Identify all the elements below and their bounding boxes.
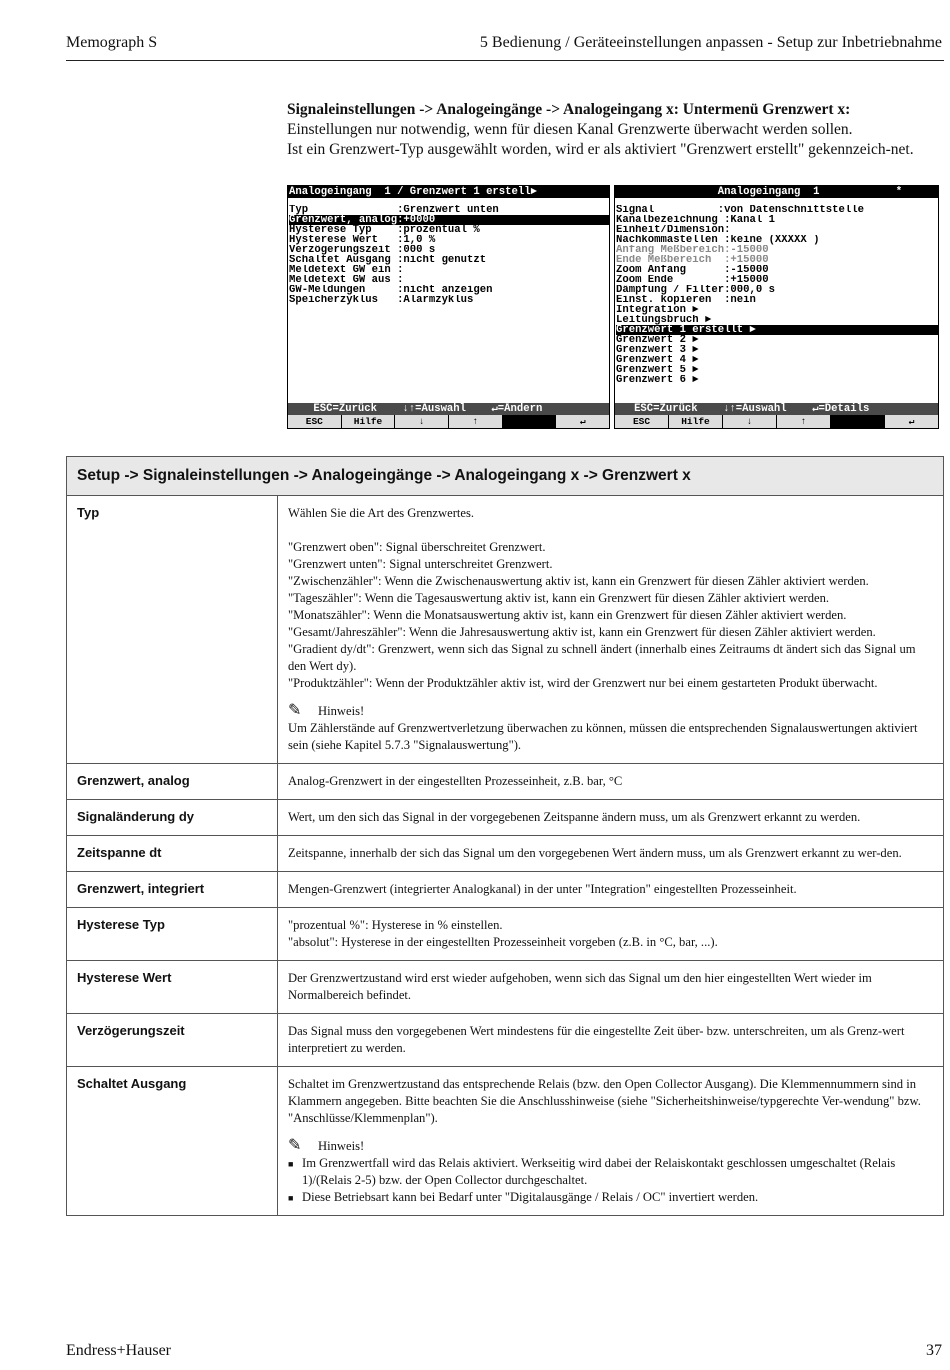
- param-description: Wert, um den sich das Signal in der vorgegebenen Zeitspanne ändern muss, um als Grenzwert erkannt zu werden.: [278, 800, 944, 836]
- screen-row: Verzögerungszeit :000 s: [289, 245, 436, 255]
- screen-row: Speicherzyklus :Alarmzyklus: [289, 295, 474, 305]
- header-product: Memograph S: [66, 34, 158, 51]
- device-screen-limit: [287, 185, 610, 429]
- softkey-up: ↑: [449, 415, 502, 428]
- softkey-down: ↓: [395, 415, 448, 428]
- screen-footer-hint: ESC=Zurück ↓↑=Auswahl ↵=Ändern: [288, 403, 609, 415]
- table-heading: Setup -> Signaleinstellungen -> Analogeingänge -> Analogeingang x -> Grenzwert x: [67, 457, 944, 496]
- screen-row: Meldetext GW aus :: [289, 275, 404, 285]
- screen-row-disabled: Ende Meßbereich :+15000: [616, 255, 769, 265]
- table-row: [67, 800, 944, 836]
- screen-row: Grenzwert 6 ►: [616, 375, 699, 385]
- typ-line: "Grenzwert oben": Signal überschreitet Grenzwert.: [288, 540, 546, 554]
- screen-title: Analogeingang 1 / Grenzwert 1 erstell►: [288, 186, 609, 198]
- table-row: [67, 1014, 944, 1067]
- screen-row: Integration ►: [616, 305, 699, 315]
- softkey-down: ↓: [723, 415, 776, 428]
- screen-row: Dämpfung / Filter:000,0 s: [616, 285, 775, 295]
- note-text: Um Zählerstände auf Grenzwertverletzung überwachen zu können, müssen die entsprechenden Signalauswertungen aktiviert sein (siehe Kapitel 5.7.3 "Signalauswertung").: [288, 721, 918, 752]
- note: [288, 1137, 933, 1206]
- softkey-help: Hilfe: [669, 415, 722, 428]
- intro-heading: Signaleinstellungen -> Analogeingänge -> Analogeingang x: Untermenü Grenzwert x:: [287, 101, 851, 118]
- typ-line: "Zwischenzähler": Wenn die Zwischenauswertung aktiv ist, kann ein Grenzwert für diesen Zähler aktiviert werden.: [288, 574, 869, 588]
- intro-line-2: Ist ein Grenzwert-Typ ausgewählt worden, wird er als aktiviert "Grenzwert erstellt" gekennzeich-net.: [287, 141, 914, 158]
- param-description: [278, 908, 944, 961]
- screen-row: Hysterese Typ :prozentual %: [289, 225, 480, 235]
- pencil-icon: ✎: [288, 1137, 302, 1154]
- typ-line: "Gesamt/Jahreszähler": Wenn die Jahresauswertung aktiv ist, kann ein Grenzwert für diesen Zähler aktiviert werden.: [288, 625, 876, 639]
- hyst-line: "absolut": Hysterese in der eingestellten Prozesseinheit vorgeben (z.B. in °C, bar, ...).: [288, 935, 718, 949]
- param-description: Analog-Grenzwert in der eingestellten Prozesseinheit, z.B. bar, °C: [278, 764, 944, 800]
- softkey-enter: ↵: [556, 415, 609, 428]
- table-row: [67, 872, 944, 908]
- screen-row: Schaltet Ausgang :nicht genutzt: [289, 255, 487, 265]
- note-label: Hinweis!: [318, 704, 365, 718]
- table-row: [67, 836, 944, 872]
- screen-row: Grenzwert 5 ►: [616, 365, 699, 375]
- param-name: Zeitspanne dt: [67, 836, 278, 872]
- screen-row: Grenzwert 3 ►: [616, 345, 699, 355]
- param-description: Zeitspanne, innerhalb der sich das Signal um den vorgegebenen Wert ändern muss, um als Grenzwert erkannt zu wer-den.: [278, 836, 944, 872]
- param-description: Der Grenzwertzustand wird erst wieder aufgehoben, wenn sich das Signal um den hier eingestellten Wert wieder im Normalbereich befindet.: [278, 961, 944, 1014]
- param-name: Signaländerung dy: [67, 800, 278, 836]
- footer-brand: Endress+Hauser: [66, 1342, 171, 1359]
- header-rule: [66, 60, 944, 61]
- param-name: Typ: [67, 496, 278, 764]
- table-row: [67, 1067, 944, 1216]
- param-name: Schaltet Ausgang: [67, 1067, 278, 1216]
- screen-title: Analogeingang 1 *: [615, 186, 938, 198]
- table-row: [67, 961, 944, 1014]
- device-screen-analog-input: [614, 185, 939, 429]
- screen-row: Signal :von Datenschnittstelle: [616, 205, 864, 215]
- note-label: Hinweis!: [318, 1139, 365, 1153]
- typ-line: "Tageszähler": Wenn die Tagesauswertung aktiv ist, kann ein Grenzwert für diesen Zähler aktiviert werden.: [288, 591, 830, 605]
- note-bullets: [288, 1155, 933, 1206]
- param-name: Hysterese Typ: [67, 908, 278, 961]
- screen-row: Einheit/Dimension:: [616, 225, 731, 235]
- param-description: [278, 1067, 944, 1216]
- screen-row: Zoom Anfang :-15000: [616, 265, 769, 275]
- softkey-up: ↑: [777, 415, 830, 428]
- screen-row-selected: Grenzwert 1 erstellt ►: [616, 325, 938, 335]
- header-chapter: 5 Bedienung / Geräteeinstellungen anpassen - Setup zur Inbetriebnahme: [479, 34, 942, 51]
- param-description: Mengen-Grenzwert (integrierter Analogkanal) in der unter "Integration" eingestellten Prozesseinheit.: [278, 872, 944, 908]
- page-number: 37: [926, 1342, 942, 1359]
- intro-line-1: Einstellungen nur notwendig, wenn für diesen Kanal Grenzwerte überwacht werden sollen.: [287, 121, 853, 138]
- softkey-esc: ESC: [615, 415, 668, 428]
- typ-line: "Produktzähler": Wenn der Produktzähler aktiv ist, wird der Grenzwert nur bei einem gestarteten Produkt überwacht.: [288, 676, 878, 690]
- screen-softkeys: [615, 415, 938, 428]
- typ-intro: Wählen Sie die Art des Grenzwertes.: [288, 506, 475, 520]
- hyst-line: "prozentual %": Hysterese in % einstellen.: [288, 918, 503, 932]
- screen-row: Hysterese Wert :1,0 %: [289, 235, 436, 245]
- param-description: Das Signal muss den vorgegebenen Wert mindestens für die eingestellte Zeit über- bzw. unterschreiten, um als Grenz-wert interpretiert zu werden.: [278, 1014, 944, 1067]
- softkey-enter: ↵: [885, 415, 938, 428]
- list-item: ■ Im Grenzwertfall wird das Relais aktiviert. Werkseitig wird dabei der Relaiskontakt geschlossen umgeschaltet (Relais 1)/(Relais 2-5) bzw. der Open Collector durchgeschaltet.: [302, 1155, 933, 1189]
- screen-row: Typ :Grenzwert unten: [289, 205, 499, 215]
- note: [288, 702, 933, 754]
- param-name: Grenzwert, analog: [67, 764, 278, 800]
- screen-footer-hint: ESC=Zurück ↓↑=Auswahl ↵=Details: [615, 403, 938, 415]
- table-row: [67, 908, 944, 961]
- screen-row: Grenzwert 2 ►: [616, 335, 699, 345]
- screen-row-selected: Grenzwert, analog:+0000: [289, 215, 609, 225]
- softkey-esc: ESC: [288, 415, 341, 428]
- screen-row: Meldetext GW ein :: [289, 265, 404, 275]
- screen-softkeys: [288, 415, 609, 428]
- pencil-icon: ✎: [288, 702, 302, 719]
- screen-row: Zoom Ende :+15000: [616, 275, 769, 285]
- softkey-empty: [831, 415, 884, 428]
- typ-line: "Gradient dy/dt": Grenzwert, wenn sich das Signal zu schnell ändert (innerhalb eines Zeitraums dt ändert sich das Signal um den Wert dy).: [288, 642, 916, 673]
- table-row: [67, 764, 944, 800]
- schaltet-text: Schaltet im Grenzwertzustand das entsprechende Relais (bzw. den Open Collector Ausgang). Die Klemmennummern sind in Klammern angegeben. Bitte beachten Sie die Anschlusshinweise (siehe "Sicherheitshinweise/typgerechte Ver-wendung" bzw. "Anschlüsse/Klemmenplan").: [288, 1077, 921, 1125]
- screen-row: Kanalbezeichnung :Kanal 1: [616, 215, 775, 225]
- param-name: Grenzwert, integriert: [67, 872, 278, 908]
- typ-line: "Monatszähler": Wenn die Monatsauswertung aktiv ist, kann ein Grenzwert für diesen Zähler aktiviert werden.: [288, 608, 847, 622]
- screen-rows: [616, 205, 938, 385]
- screen-row-disabled: Anfang Meßbereich:-15000: [616, 245, 769, 255]
- param-name: Verzögerungszeit: [67, 1014, 278, 1067]
- screen-row: Grenzwert 4 ►: [616, 355, 699, 365]
- softkey-empty: [503, 415, 556, 428]
- typ-line: "Grenzwert unten": Signal unterschreitet Grenzwert.: [288, 557, 553, 571]
- screen-row: Einst. kopieren :nein: [616, 295, 756, 305]
- screen-rows: [289, 205, 609, 305]
- param-description: [278, 496, 944, 764]
- softkey-help: Hilfe: [342, 415, 395, 428]
- table-row: [67, 496, 944, 764]
- screen-row: GW-Meldungen :nicht anzeigen: [289, 285, 493, 295]
- parameter-table: [66, 456, 944, 1216]
- param-name: Hysterese Wert: [67, 961, 278, 1014]
- list-item: ■ Diese Betriebsart kann bei Bedarf unter "Digitalausgänge / Relais / OC" invertiert werden.: [302, 1189, 933, 1206]
- screen-row: Nachkommastellen :keine (XXXXX ): [616, 235, 820, 245]
- intro: [287, 100, 943, 160]
- screen-row: Leitungsbruch ►: [616, 315, 712, 325]
